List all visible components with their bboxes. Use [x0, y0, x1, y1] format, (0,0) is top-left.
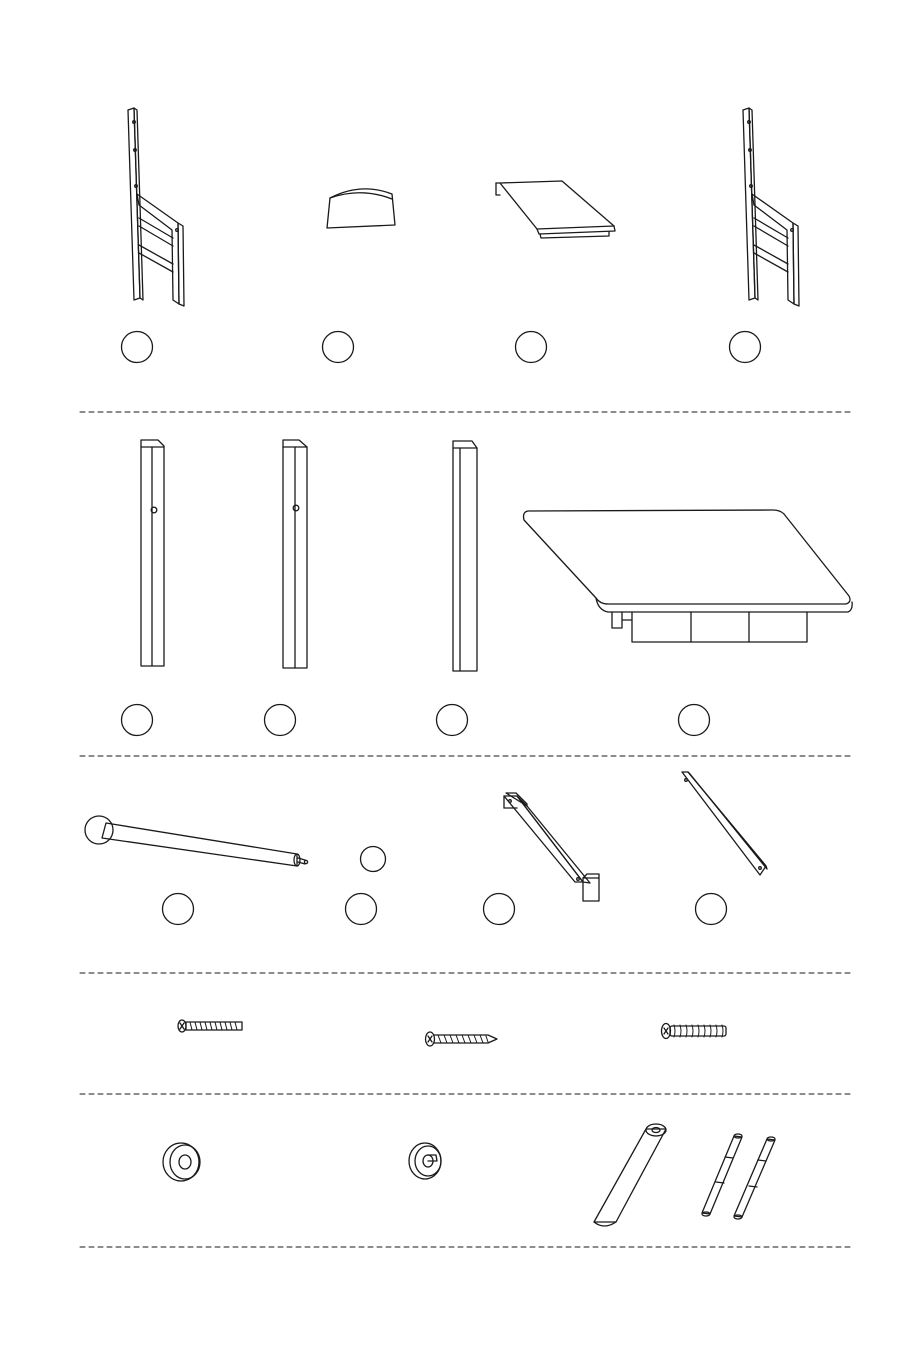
curved-panel-icon: [327, 189, 395, 228]
callout-circle: [346, 894, 377, 925]
chair-side-frame-icon: [743, 108, 799, 306]
post-icon: [283, 440, 307, 668]
machine-screw-icon: [178, 1020, 242, 1032]
callout-circle: [516, 332, 547, 363]
rod-icon: [85, 816, 308, 866]
tabletop-icon: [524, 510, 853, 642]
post-icon: [141, 440, 164, 666]
callout-circle: [484, 894, 515, 925]
cap-icon: [361, 847, 386, 872]
callout-circle: [437, 705, 468, 736]
callout-circle: [679, 705, 710, 736]
callout-circle: [730, 332, 761, 363]
split-washer-icon: [409, 1143, 441, 1179]
chair-side-frame-icon: [128, 108, 184, 306]
pin-icon: [734, 1137, 775, 1219]
washer-icon: [163, 1143, 200, 1181]
coarse-screw-icon: [662, 1024, 727, 1039]
callout-circle: [696, 894, 727, 925]
dowel-icon: [594, 1124, 666, 1226]
callout-circle: [122, 332, 153, 363]
rail-icon: [682, 772, 767, 875]
callout-circle: [323, 332, 354, 363]
callout-circle: [122, 705, 153, 736]
callout-circle: [265, 705, 296, 736]
pin-icon: [702, 1134, 742, 1216]
rail-icon: [504, 793, 599, 901]
wood-screw-icon: [426, 1032, 498, 1046]
callout-circle: [163, 894, 194, 925]
seat-board-icon: [496, 181, 615, 238]
post-icon: [453, 441, 477, 671]
